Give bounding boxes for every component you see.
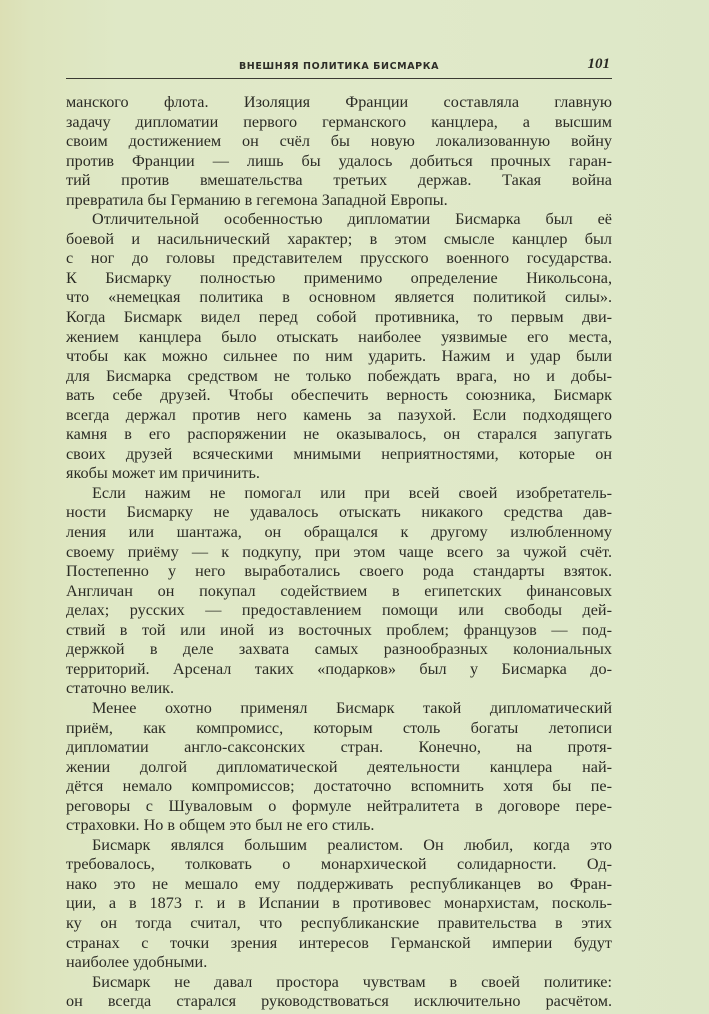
text-line: превратила бы Германию в гегемона Западной Европы. [66, 190, 448, 209]
text-line: странах с точки зрения интересов Германской империи будут [66, 933, 612, 952]
text-line: Постепенно у него выработались своего рода стандарты взяток. [66, 562, 612, 581]
text-line: требовалось, толковать о монархической солидарности. Од- [66, 855, 612, 874]
text-line: держкой в деле захвата самых разнообразных колониальных [66, 640, 612, 659]
text-line: для Бисмарка средством не только побеждать врага, но и добы- [66, 366, 612, 385]
text-line: жением канцлера было отыскать наиболее уязвимые его места, [66, 327, 612, 346]
text-line: дётся немало компромиссов; достаточно вспомнить хотя бы пе- [66, 777, 612, 796]
text-line: своим достижением он счёл бы новую локализованную войну [66, 132, 612, 151]
text-line: боевой и насильнический характер; в этом смысле канцлер был [66, 229, 612, 248]
text-line: реговоры с Шуваловым о формуле нейтралитета в договоре пере- [66, 796, 612, 815]
text-line: вать себе друзей. Чтобы обеспечить верность союзника, Бисмарк [66, 386, 612, 405]
text-line: дипломатии англо-саксонских стран. Конечно, на протя- [66, 738, 612, 757]
text-line: камня в его распоряжении не оказывалось, он старался запугать [66, 425, 612, 444]
text-line: Отличительной особенностью дипломатии Бисмарка был её [92, 210, 612, 229]
paragraph-3 [66, 484, 612, 699]
text-line: Бисмарк не давал простора чувствам в своей политике: [92, 972, 612, 991]
page-header [66, 56, 612, 80]
text-line: территорий. Арсенал таких «подарков» был у Бисмарка до- [66, 659, 612, 678]
text-line: страховки. Но в общем это был не его стиль. [66, 816, 375, 835]
text-line: всегда держал против него камень за пазухой. Если подходящего [66, 405, 612, 424]
text-line: своих друзей всяческими мнимыми неприятностями, которые он [66, 444, 612, 463]
text-line: ку он тогда считал, что республиканские правительства в этих [66, 913, 612, 932]
text-line: статочно велик. [66, 679, 175, 698]
text-line: с ног до головы представителем прусского военного государства. [66, 249, 612, 268]
paragraph-4 [66, 699, 612, 836]
text-line: Англичан он покупал содействием в египетских финансовых [66, 581, 612, 600]
text-line: своему приёму — к подкупу, при этом чаще всего за чужой счёт. [66, 542, 612, 561]
text-line: ствий в той или иной из восточных проблем; французов — под- [66, 620, 612, 639]
text-line: Когда Бисмарк видел перед собой противника, то первым дви- [66, 308, 612, 327]
text-line: нако это не мешало ему поддерживать республиканцев во Фран- [66, 874, 612, 893]
text-line: чтобы как можно сильнее по ним ударить. Нажим и удар были [66, 347, 612, 366]
text-line: тий против вмешательства третьих держав. Такая война [66, 171, 612, 190]
body-text [66, 93, 612, 1012]
text-line: Бисмарк являлся большим реалистом. Он любил, когда это [92, 835, 612, 854]
text-line: Менее охотно применял Бисмарк такой дипломатический [92, 698, 612, 717]
text-line: он всегда старался руководствоваться исключительно расчётом. [66, 992, 612, 1011]
text-line: ции, а в 1873 г. и в Испании в противовес монархистам, посколь- [66, 894, 612, 913]
text-line: манского флота. Изоляция Франции составляла главную [66, 93, 612, 111]
paragraph-1 [66, 93, 612, 210]
text-line: К Бисмарку полностью применимо определение Никольсона, [66, 268, 612, 287]
text-line: делах; русских — предоставлением помощи или свободы дей- [66, 601, 612, 620]
text-line: наиболее удобными. [66, 953, 208, 972]
text-line: против Франции — лишь бы удалось добиться прочных гаран- [66, 151, 612, 170]
text-line: Если нажим не помогал или при всей своей изобретатель- [92, 483, 612, 502]
paragraph-5 [66, 836, 612, 973]
text-line: якобы может им причинить. [66, 464, 260, 483]
paragraph-2 [66, 210, 612, 484]
text-line: жении долгой дипломатической деятельности канцлера най- [66, 757, 612, 776]
text-line: задачу дипломатии первого германского канцлера, а высшим [66, 112, 612, 131]
paragraph-6 [66, 973, 612, 1012]
header-rule [66, 78, 612, 79]
page-number: 101 [587, 56, 610, 72]
text-line: что «немецкая политика в основном является политикой силы». [66, 288, 612, 307]
text-line: ления или шантажа, он обращался к другому излюбленному [66, 523, 612, 542]
text-line: ности Бисмарку не удавалось отыскать никакого средства дав- [66, 503, 612, 522]
text-line: приём, как компромисс, которым столь богаты летописи [66, 718, 612, 737]
running-title: ВНЕШНЯЯ ПОЛИТИКА БИСМАРКА [238, 61, 440, 72]
